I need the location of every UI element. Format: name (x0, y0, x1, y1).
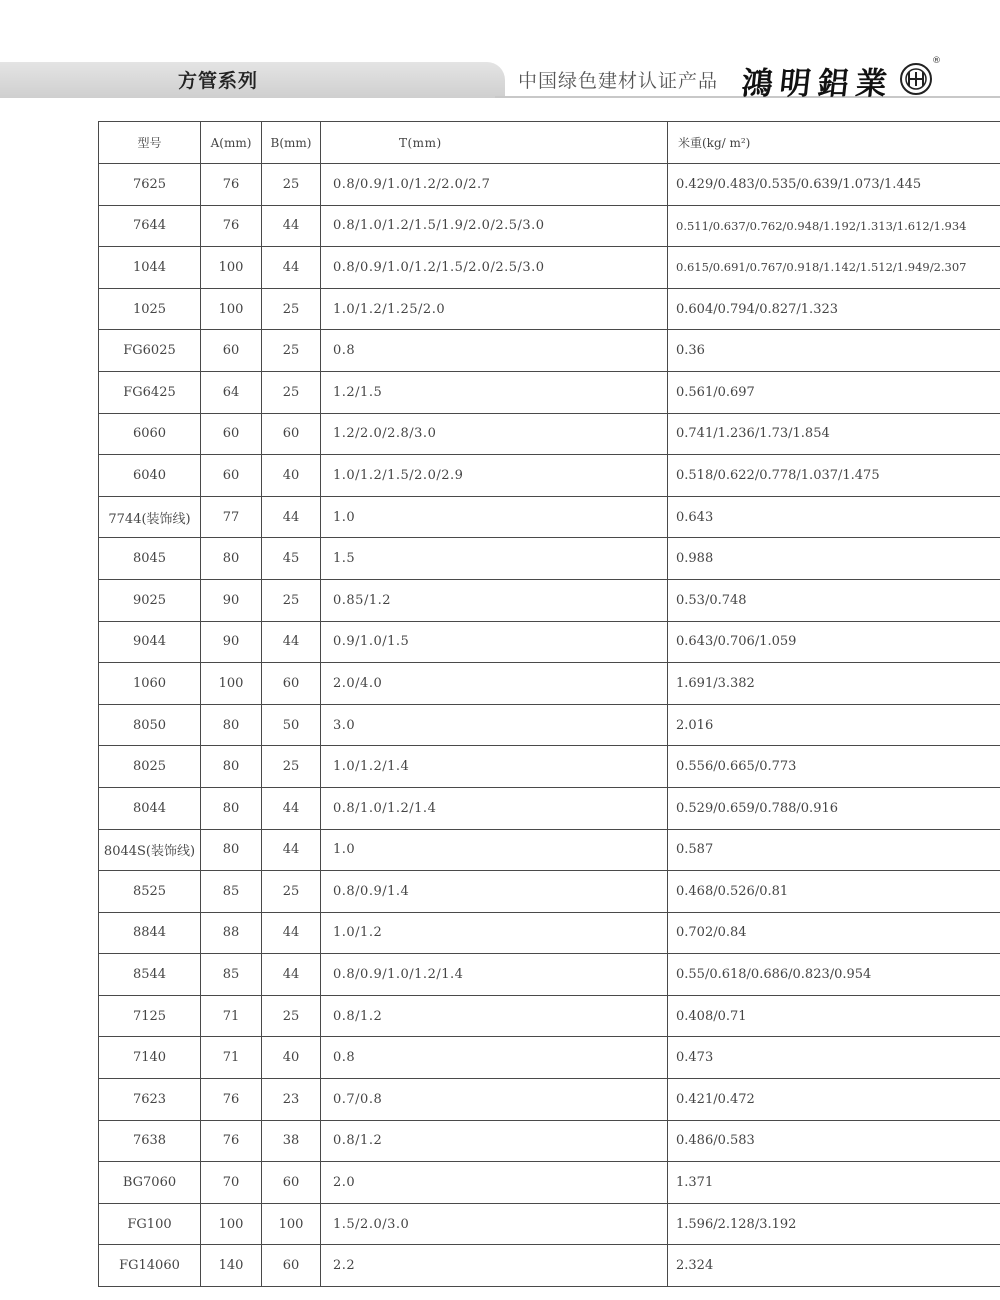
cell-thickness: 1.0/1.2/1.4 (321, 746, 668, 788)
cell-thickness: 0.7/0.8 (321, 1079, 668, 1121)
cell-weight: 2.016 (668, 704, 1000, 746)
table-row (99, 912, 1000, 954)
column-header-weight: 米重(kg/ m²) (668, 122, 1000, 164)
table-row (99, 746, 1000, 788)
cell-model: 8544 (99, 954, 201, 996)
cell-thickness: 2.2 (321, 1245, 668, 1287)
table-row (99, 871, 1000, 913)
table-body (99, 164, 1000, 1287)
cell-weight: 0.36 (668, 330, 1000, 372)
cell-a: 140 (201, 1245, 262, 1287)
cell-model: 8050 (99, 704, 201, 746)
cell-model: 8025 (99, 746, 201, 788)
table-row (99, 1245, 1000, 1287)
cell-a: 100 (201, 663, 262, 705)
cell-weight: 0.468/0.526/0.81 (668, 871, 1000, 913)
cell-model: 7644 (99, 205, 201, 247)
cell-a: 76 (201, 1079, 262, 1121)
cell-model: 7623 (99, 1079, 201, 1121)
cell-b: 44 (262, 787, 321, 829)
cell-b: 60 (262, 663, 321, 705)
cell-a: 76 (201, 1120, 262, 1162)
table-row (99, 164, 1000, 206)
cell-a: 80 (201, 746, 262, 788)
cell-weight: 0.53/0.748 (668, 579, 1000, 621)
cell-model: FG100 (99, 1203, 201, 1245)
cell-b: 60 (262, 413, 321, 455)
cell-model: FG6425 (99, 371, 201, 413)
table-row (99, 1037, 1000, 1079)
cell-weight: 0.556/0.665/0.773 (668, 746, 1000, 788)
cell-thickness: 1.0/1.2/1.25/2.0 (321, 288, 668, 330)
cell-a: 77 (201, 496, 262, 538)
cell-thickness: 1.5 (321, 538, 668, 580)
cell-a: 85 (201, 954, 262, 996)
cell-thickness: 3.0 (321, 704, 668, 746)
cell-a: 88 (201, 912, 262, 954)
cell-thickness: 1.0 (321, 829, 668, 871)
column-header-thickness: T(mm) (321, 122, 668, 164)
cell-weight: 0.429/0.483/0.535/0.639/1.073/1.445 (668, 164, 1000, 206)
cell-model: 9044 (99, 621, 201, 663)
cell-b: 40 (262, 1037, 321, 1079)
cell-thickness: 1.2/1.5 (321, 371, 668, 413)
cell-weight: 0.518/0.622/0.778/1.037/1.475 (668, 455, 1000, 497)
column-header-a: A(mm) (201, 122, 262, 164)
table-row (99, 579, 1000, 621)
cell-weight: 0.473 (668, 1037, 1000, 1079)
cell-weight: 2.324 (668, 1245, 1000, 1287)
table-row (99, 663, 1000, 705)
table-row (99, 247, 1000, 289)
cell-thickness: 0.8/1.2 (321, 1120, 668, 1162)
registered-mark: ® (932, 56, 941, 66)
cell-a: 85 (201, 871, 262, 913)
cell-a: 100 (201, 288, 262, 330)
cell-model: 8525 (99, 871, 201, 913)
cell-weight: 0.988 (668, 538, 1000, 580)
cell-b: 25 (262, 995, 321, 1037)
table-row (99, 995, 1000, 1037)
cell-weight: 1.691/3.382 (668, 663, 1000, 705)
table-row (99, 1079, 1000, 1121)
cell-thickness: 0.85/1.2 (321, 579, 668, 621)
cell-weight: 0.55/0.618/0.686/0.823/0.954 (668, 954, 1000, 996)
cell-model: FG14060 (99, 1245, 201, 1287)
table-row (99, 704, 1000, 746)
brand-logo-icon (897, 62, 937, 96)
table-row (99, 954, 1000, 996)
table-row (99, 205, 1000, 247)
cell-b: 44 (262, 205, 321, 247)
cell-a: 76 (201, 205, 262, 247)
column-header-model: 型号 (99, 122, 201, 164)
table-row (99, 829, 1000, 871)
cell-b: 25 (262, 746, 321, 788)
cell-weight: 0.587 (668, 829, 1000, 871)
table-row (99, 496, 1000, 538)
cell-weight: 0.741/1.236/1.73/1.854 (668, 413, 1000, 455)
cell-model: 1025 (99, 288, 201, 330)
cell-b: 44 (262, 496, 321, 538)
cell-model: FG6025 (99, 330, 201, 372)
table-row (99, 1162, 1000, 1204)
cell-b: 50 (262, 704, 321, 746)
cell-weight: 0.408/0.71 (668, 995, 1000, 1037)
cell-a: 90 (201, 621, 262, 663)
cell-a: 80 (201, 787, 262, 829)
cell-b: 25 (262, 371, 321, 413)
cell-b: 44 (262, 954, 321, 996)
cell-weight: 1.371 (668, 1162, 1000, 1204)
table-row (99, 787, 1000, 829)
cell-b: 44 (262, 829, 321, 871)
cell-thickness: 1.2/2.0/2.8/3.0 (321, 413, 668, 455)
cell-a: 70 (201, 1162, 262, 1204)
cell-thickness: 1.0 (321, 496, 668, 538)
cell-a: 60 (201, 455, 262, 497)
cell-weight: 0.615/0.691/0.767/0.918/1.142/1.512/1.949/2.307 (668, 247, 1000, 289)
table-row (99, 330, 1000, 372)
cell-thickness: 2.0 (321, 1162, 668, 1204)
square-tube-spec-table (98, 121, 1000, 1287)
cell-thickness: 0.8/0.9/1.0/1.2/2.0/2.7 (321, 164, 668, 206)
cell-b: 25 (262, 871, 321, 913)
cell-b: 25 (262, 579, 321, 621)
cell-a: 90 (201, 579, 262, 621)
table-row (99, 538, 1000, 580)
cell-thickness: 0.8/1.0/1.2/1.5/1.9/2.0/2.5/3.0 (321, 205, 668, 247)
cell-weight: 0.421/0.472 (668, 1079, 1000, 1121)
cell-model: 7140 (99, 1037, 201, 1079)
section-title: 方管系列 (178, 70, 259, 92)
table-row (99, 1120, 1000, 1162)
cell-thickness: 1.0/1.2/1.5/2.0/2.9 (321, 455, 668, 497)
cell-model: 9025 (99, 579, 201, 621)
cell-b: 44 (262, 247, 321, 289)
table-row (99, 455, 1000, 497)
table-row (99, 288, 1000, 330)
cell-model: 8044 (99, 787, 201, 829)
cell-b: 23 (262, 1079, 321, 1121)
cell-b: 45 (262, 538, 321, 580)
cell-thickness: 0.8 (321, 1037, 668, 1079)
cell-a: 80 (201, 538, 262, 580)
cell-weight: 0.643/0.706/1.059 (668, 621, 1000, 663)
cell-model: 1060 (99, 663, 201, 705)
table-row (99, 413, 1000, 455)
cell-a: 76 (201, 164, 262, 206)
cell-a: 60 (201, 330, 262, 372)
column-header-b: B(mm) (262, 122, 321, 164)
cell-weight: 0.604/0.794/0.827/1.323 (668, 288, 1000, 330)
cell-a: 80 (201, 829, 262, 871)
cell-a: 100 (201, 1203, 262, 1245)
cell-weight: 0.529/0.659/0.788/0.916 (668, 787, 1000, 829)
cell-thickness: 0.9/1.0/1.5 (321, 621, 668, 663)
cell-model: 8045 (99, 538, 201, 580)
cell-weight: 0.486/0.583 (668, 1120, 1000, 1162)
cell-b: 44 (262, 621, 321, 663)
cell-weight: 0.702/0.84 (668, 912, 1000, 954)
cell-b: 25 (262, 164, 321, 206)
cell-a: 71 (201, 1037, 262, 1079)
page-header (0, 0, 1000, 110)
cell-a: 64 (201, 371, 262, 413)
cell-model: 7744(装饰线) (99, 496, 201, 538)
cell-b: 60 (262, 1245, 321, 1287)
cell-thickness: 1.5/2.0/3.0 (321, 1203, 668, 1245)
cell-thickness: 0.8 (321, 330, 668, 372)
brand-name: 鴻明鋁業 (739, 66, 896, 102)
cell-b: 25 (262, 288, 321, 330)
cell-model: 7638 (99, 1120, 201, 1162)
cell-model: 1044 (99, 247, 201, 289)
cell-thickness: 0.8/0.9/1.4 (321, 871, 668, 913)
cell-model: 8044S(装饰线) (99, 829, 201, 871)
table-row (99, 621, 1000, 663)
cell-model: 8844 (99, 912, 201, 954)
cell-a: 100 (201, 247, 262, 289)
cell-model: 7625 (99, 164, 201, 206)
cell-thickness: 0.8/0.9/1.0/1.2/1.4 (321, 954, 668, 996)
certification-tagline: 中国绿色建材认证产品 (518, 70, 719, 92)
cell-weight: 1.596/2.128/3.192 (668, 1203, 1000, 1245)
cell-b: 25 (262, 330, 321, 372)
cell-a: 80 (201, 704, 262, 746)
cell-a: 71 (201, 995, 262, 1037)
cell-b: 44 (262, 912, 321, 954)
cell-weight: 0.511/0.637/0.762/0.948/1.192/1.313/1.612/1.934 (668, 205, 1000, 247)
cell-thickness: 0.8/0.9/1.0/1.2/1.5/2.0/2.5/3.0 (321, 247, 668, 289)
cell-b: 60 (262, 1162, 321, 1204)
table-row (99, 1203, 1000, 1245)
cell-thickness: 0.8/1.2 (321, 995, 668, 1037)
cell-thickness: 0.8/1.0/1.2/1.4 (321, 787, 668, 829)
cell-model: 7125 (99, 995, 201, 1037)
cell-thickness: 1.0/1.2 (321, 912, 668, 954)
cell-a: 60 (201, 413, 262, 455)
cell-b: 100 (262, 1203, 321, 1245)
cell-weight: 0.643 (668, 496, 1000, 538)
cell-b: 40 (262, 455, 321, 497)
cell-model: 6040 (99, 455, 201, 497)
cell-b: 38 (262, 1120, 321, 1162)
cell-model: BG7060 (99, 1162, 201, 1204)
cell-weight: 0.561/0.697 (668, 371, 1000, 413)
table-row (99, 371, 1000, 413)
table-header-row (99, 122, 1000, 164)
cell-model: 6060 (99, 413, 201, 455)
cell-thickness: 2.0/4.0 (321, 663, 668, 705)
